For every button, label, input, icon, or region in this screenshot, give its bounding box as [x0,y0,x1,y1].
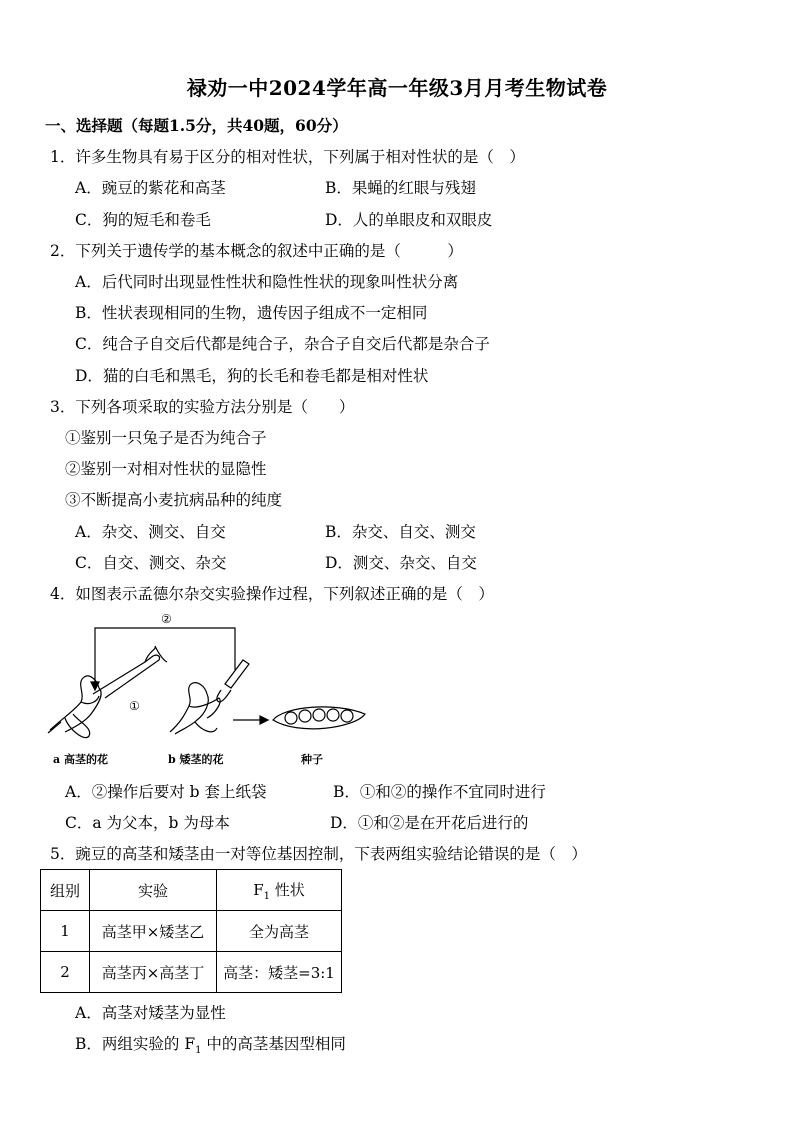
table-header-experiment: 实验 [90,870,217,911]
table-cell-experiment: 高茎甲×矮茎乙 [90,911,217,952]
label-flower-a: a 高茎的花 [53,753,108,766]
brush-drawing [217,660,249,702]
experiment-table [40,869,342,993]
tweezers-drawing [93,646,167,698]
question-4-option-d: D．①和②是在开花后进行的 [330,814,529,832]
question-4-option-b: B．①和②的操作不宜同时进行 [333,783,546,801]
question-2-option-b: B．性状表现相同的生物，遗传因子组成不一定相同 [75,304,428,322]
question-3-option-d: D．测交、杂交、自交 [325,554,477,572]
question-5-option-a: A．高茎对矮茎为显性 [75,1004,226,1022]
question-3-option-a: A．杂交、测交、自交 [75,523,226,541]
table-cell-result: 高茎：矮茎=3:1 [217,952,342,993]
question-2-stem: 2．下列关于遗传学的基本概念的叙述中正确的是（ ） [50,242,463,260]
table-cell-experiment: 高茎丙×高茎丁 [90,952,217,993]
question-5-option-b: B．两组实验的 $F_1$ 中的高茎基因型相同 [75,1035,346,1057]
question-3-stem: 3．下列各项采取的实验方法分别是（ ） [50,398,355,416]
question-4-option-a: A．②操作后要对 b 套上纸袋 [65,783,267,801]
question-4-option-c: C．a 为父本，b 为母本 [65,814,230,832]
table-row [41,911,342,952]
question-3-option-c: C．自交、测交、杂交 [75,554,227,572]
table-cell-group: 2 [41,952,90,993]
flower-b-drawing [170,683,220,734]
question-2-option-d: D．猫的白毛和黑毛，狗的长毛和卷毛都是相对性状 [75,367,429,385]
pollination-diagram [45,610,385,770]
question-3-option-b: B．杂交、自交、测交 [325,523,476,541]
arrow-to-seed [233,716,268,724]
question-3-item-2: ②鉴别一对相对性状的显隐性 [65,460,267,478]
question-1-option-d: D．人的单眼皮和双眼皮 [325,211,493,229]
step-1-marker: ① [129,699,140,713]
question-1-option-a: A．豌豆的紫花和高茎 [75,179,226,197]
question-4-stem: 4．如图表示孟德尔杂交实验操作过程，下列叙述正确的是（ ） [50,585,494,603]
table-header-group: 组别 [41,870,90,911]
question-5-stem: 5．豌豆的高茎和矮茎由一对等位基因控制，下表两组实验结论错误的是（ ） [50,845,587,863]
table-header-f1-trait: $F_1$ 性状 [217,870,342,911]
section-heading: 一、选择题（每题1.5分，共40题，60分） [45,116,348,135]
step-2-marker: ② [161,612,172,626]
table-cell-result: 全为高茎 [217,911,342,952]
question-1-stem: 1．许多生物具有易于区分的相对性状，下列属于相对性状的是（ ） [50,148,525,166]
question-1-option-b: B．果蝇的红眼与残翅 [325,179,476,197]
label-seed: 种子 [301,753,323,766]
question-2-option-a: A．后代同时出现显性性状和隐性性状的现象叫性状分离 [75,273,459,291]
question-2-option-c: C．纯合子自交后代都是纯合子，杂合子自交后代都是杂合子 [75,335,490,353]
label-flower-b: b 矮茎的花 [168,753,224,766]
table-header-row [41,870,342,911]
table-row [41,952,342,993]
pea-pod-drawing [273,707,365,729]
table-cell-group: 1 [41,911,90,952]
question-3-item-1: ①鉴别一只兔子是否为纯合子 [65,429,267,447]
question-3-item-3: ③不断提高小麦抗病品种的纯度 [65,491,283,509]
question-1-option-c: C．狗的短毛和卷毛 [75,211,211,229]
page-title: 禄劝一中2024学年高一年级3月月考生物试卷 [186,76,608,100]
